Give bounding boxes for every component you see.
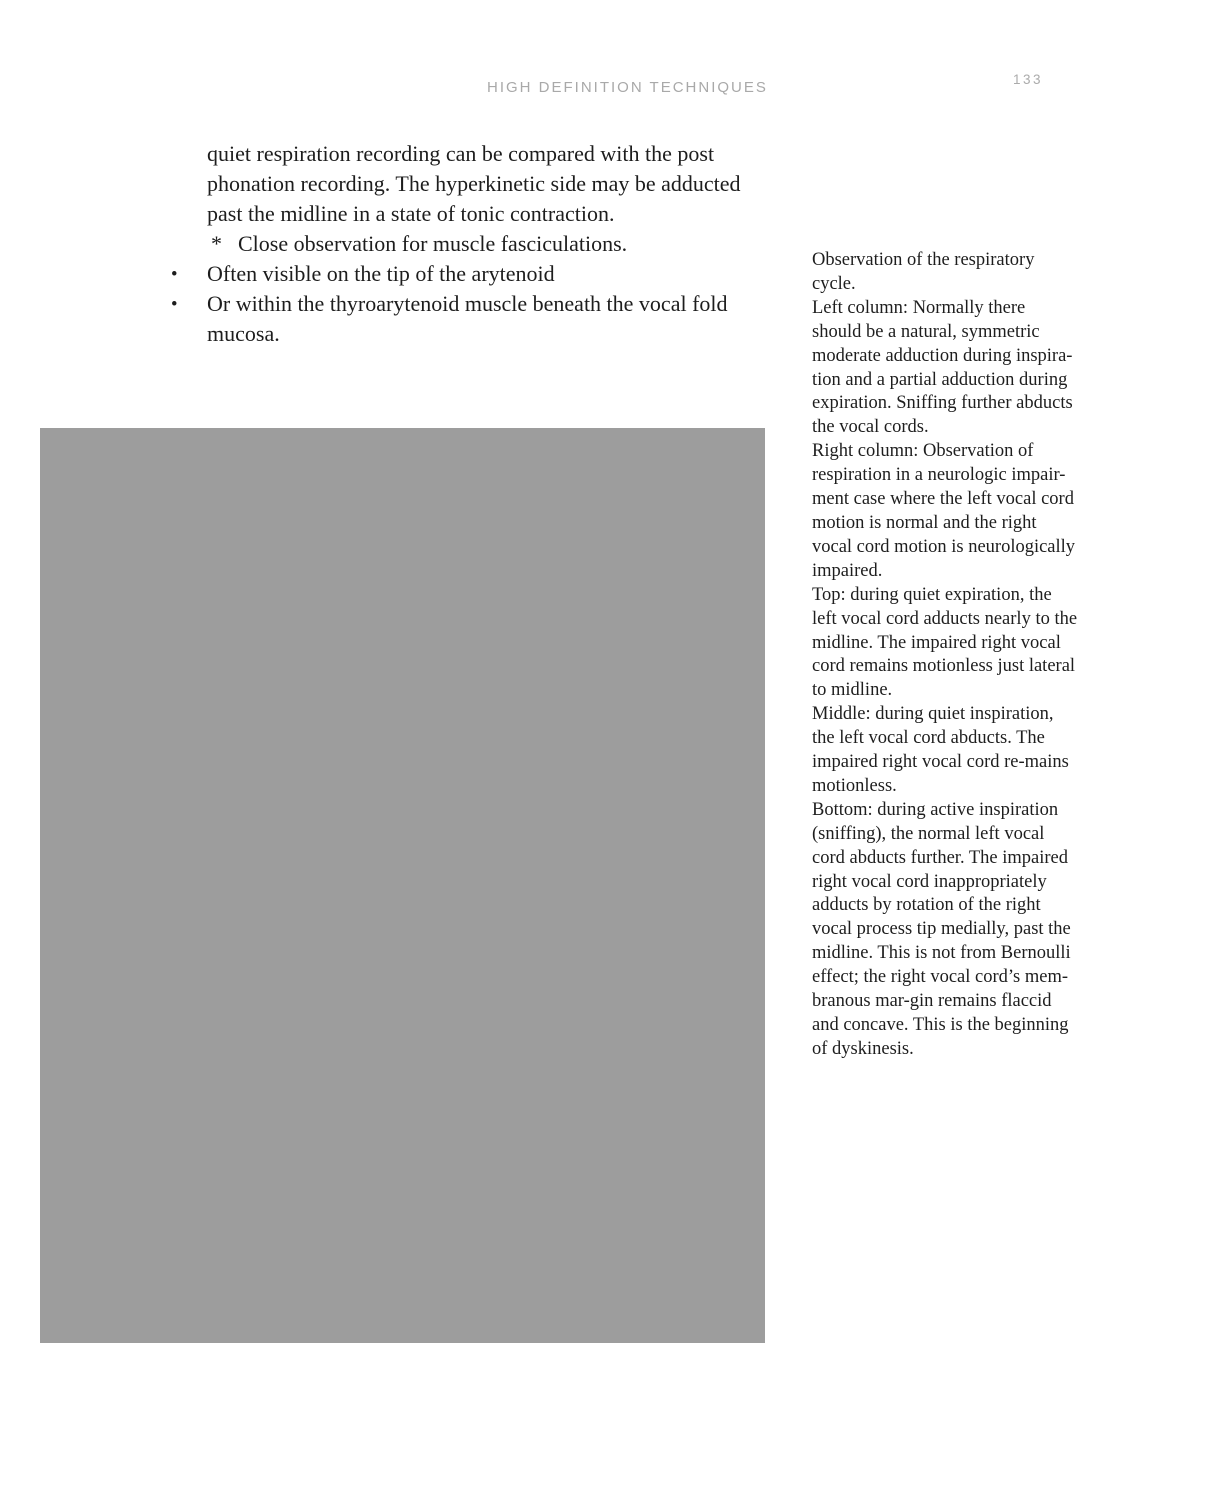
text-line: impaired. bbox=[812, 560, 883, 581]
text-line: midline. The impaired right vocal bbox=[812, 632, 1061, 653]
text-line: the left vocal cord abducts. The bbox=[812, 728, 1045, 749]
text-line: vocal cord motion is neurologically bbox=[812, 536, 1076, 557]
text-line: Right column: Observation of bbox=[812, 441, 1034, 462]
text-line: midline. This is not from Bernoulli bbox=[812, 943, 1071, 964]
page-number: 133 bbox=[1013, 72, 1044, 87]
text-line: cord remains motionless just lateral bbox=[812, 656, 1076, 677]
text-line: cycle. bbox=[812, 273, 856, 294]
text-line: should be a natural, symmetric bbox=[812, 321, 1040, 342]
text-line: of dyskinesis. bbox=[812, 1038, 914, 1059]
paragraph bbox=[207, 139, 741, 229]
text-line: and concave. This is the beginning bbox=[812, 1015, 1069, 1035]
text-line: to midline. bbox=[812, 680, 893, 701]
text-line: vocal process tip medially, past the bbox=[812, 919, 1071, 940]
text-line: Left column: Normally there bbox=[812, 297, 1026, 318]
figure-caption bbox=[812, 249, 1102, 1062]
text-line: impaired right vocal cord re-mains bbox=[812, 752, 1069, 773]
text-line: Observation of the respiratory bbox=[812, 250, 1035, 270]
bullet-marker: • bbox=[171, 294, 178, 315]
figure-image bbox=[40, 428, 765, 1343]
text-line: Top: during quiet expiration, the bbox=[812, 584, 1052, 605]
text-line: moderate adduction during inspira- bbox=[812, 345, 1073, 366]
text-line: tion and a partial adduction during bbox=[812, 369, 1068, 390]
bullet-item-text: mucosa. bbox=[207, 321, 280, 346]
text-line: Middle: during quiet inspiration, bbox=[812, 704, 1054, 725]
text-line: respiration in a neurologic impair- bbox=[812, 465, 1066, 486]
text-line: cord abducts further. The impaired bbox=[812, 847, 1069, 868]
text-line: past the midline in a state of tonic contraction. bbox=[207, 201, 615, 226]
text-line: phonation recording. The hyperkinetic side may be adducted bbox=[207, 171, 741, 196]
bullet-list-item bbox=[171, 259, 741, 289]
text-line: motionless. bbox=[812, 775, 897, 796]
star-list-item bbox=[207, 229, 741, 259]
main-text-block bbox=[171, 139, 741, 349]
bullet-item-text: Or within the thyroarytenoid muscle beneath the vocal fold bbox=[207, 291, 728, 316]
text-line: quiet respiration recording can be compared with the post bbox=[207, 141, 715, 166]
text-line: Bottom: during active inspiration bbox=[812, 799, 1059, 820]
text-line: effect; the right vocal cord’s mem- bbox=[812, 967, 1068, 988]
text-line: (sniffing), the normal left vocal bbox=[812, 823, 1045, 844]
text-line: branous mar-gin remains flaccid bbox=[812, 991, 1052, 1012]
star-item-text: Close observation for muscle fasciculations. bbox=[238, 231, 628, 256]
bullet-list-item bbox=[171, 289, 741, 349]
text-line: ment case where the left vocal cord bbox=[812, 489, 1074, 510]
bullet-item-text: Often visible on the tip of the arytenoid bbox=[207, 261, 555, 286]
text-line: left vocal cord adducts nearly to the bbox=[812, 608, 1078, 629]
text-line: right vocal cord inappropriately bbox=[812, 871, 1047, 892]
text-line: the vocal cords. bbox=[812, 417, 929, 438]
bullet-marker: • bbox=[171, 264, 178, 285]
text-line: motion is normal and the right bbox=[812, 512, 1037, 533]
running-header: HIGH DEFINITION TECHNIQUES bbox=[487, 79, 768, 96]
text-line: expiration. Sniffing further abducts bbox=[812, 393, 1073, 414]
asterisk-marker: * bbox=[211, 231, 222, 256]
text-line: adducts by rotation of the right bbox=[812, 895, 1041, 916]
